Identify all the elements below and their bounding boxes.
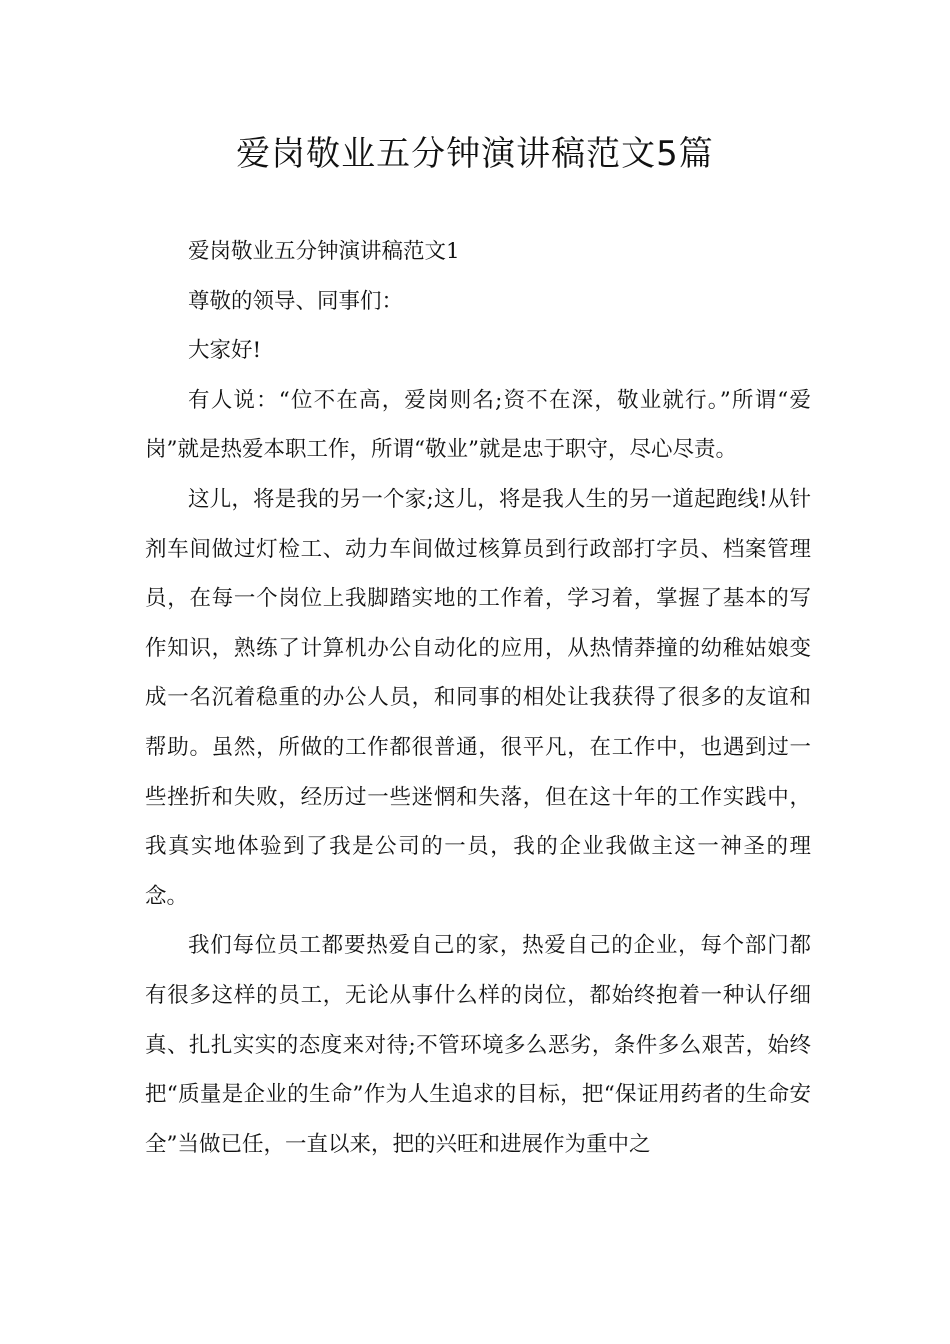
paragraph: 有人说：“位不在高，爱岗则名;资不在深，敬业就行。”所谓“爱岗”就是热爱本职工作，所谓“敬业”就是忠于职守，尽心尽责。 xyxy=(145,387,811,463)
document-title: 爱岗敬业五分钟演讲稿范文5篇 xyxy=(236,134,714,174)
paragraph: 尊敬的领导、同事们： xyxy=(188,288,404,314)
paragraph: 这儿，将是我的另一个家;这儿，将是我人生的另一道起跑线!从针剂车间做过灯检工、动力车间做过核算员到行政部打字员、档案管理员，在每一个岗位上我脚踏实地的工作着，学习着，掌握了基本的写作知识，熟练了计算机办公自动化的应用，从热情莽撞的幼稚姑娘变成一名沉着稳重的办公人员，和同事的相处让我获得了很多的友谊和帮助。虽然，所做的工作都很普通，很平凡，在工作中，也遇到过一些挫折和失败，经历过一些迷惘和失落，但在这十年的工作实践中，我真实地体验到了我是公司的一员，我的企业我做主这一神圣的理念。 xyxy=(145,486,811,909)
paragraph: 大家好! xyxy=(188,338,262,364)
paragraph: 爱岗敬业五分钟演讲稿范文1 xyxy=(188,239,460,264)
document-body xyxy=(145,227,811,1169)
paragraph: 我们每位员工都要热爱自己的家，热爱自己的企业，每个部门都有很多这样的员工，无论从事什么样的岗位，都始终抱着一种认仔细真、扎扎实实的态度来对待;不管环境多么恶劣，条件多么艰苦，始终把“质量是企业的生命”作为人生追求的目标，把“保证用药者的生命安全”当做已任，一直以来，把的兴旺和进展作为重中之 xyxy=(145,933,811,1157)
